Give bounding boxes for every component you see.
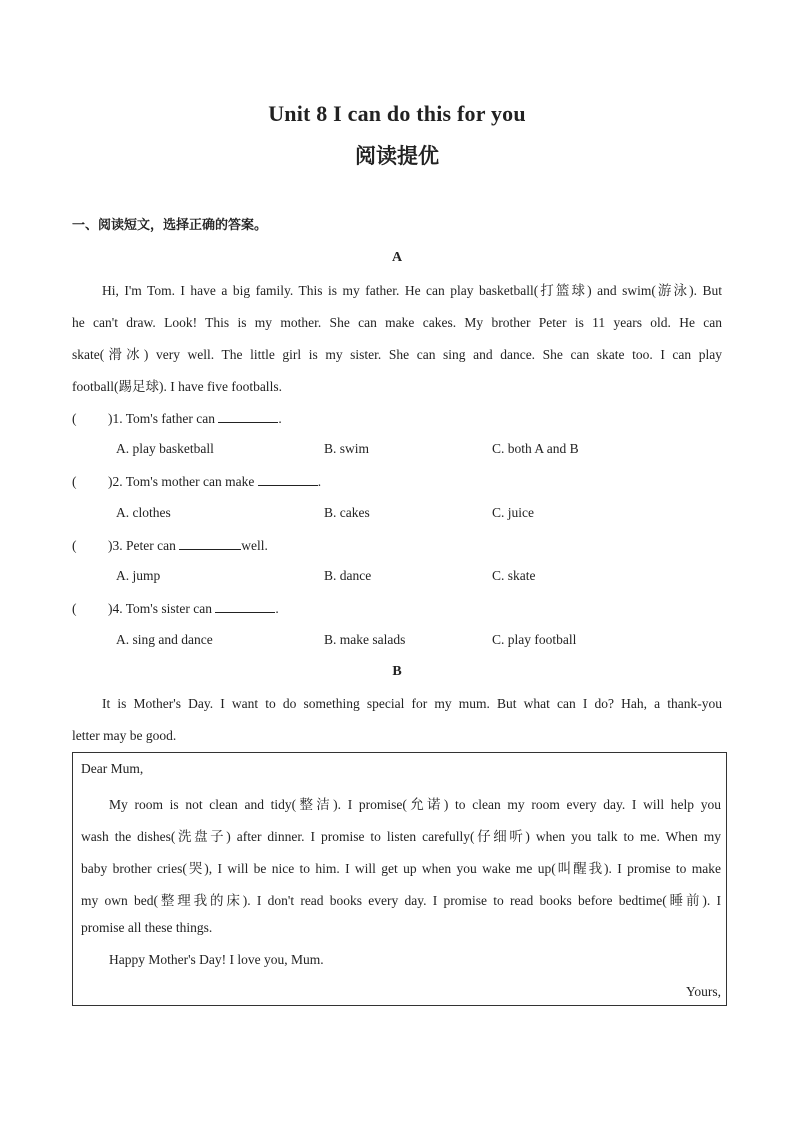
- passage-a-line: football(踢足球). I have five footballs.: [72, 379, 282, 394]
- question-1-end: .: [278, 411, 282, 426]
- question-3: [72, 537, 268, 554]
- answer-blank[interactable]: [215, 600, 275, 613]
- answer-paren-open[interactable]: (: [72, 411, 77, 426]
- letter-body-line: wash the dishes(洗盘子) after dinner. I promise to listen carefully(仔细听) when you talk to me. When my: [81, 829, 721, 844]
- letter-greeting: Dear Mum,: [81, 761, 144, 776]
- letter-body-line: baby brother cries(哭), I will be nice to him. I will get up when you wake me up(叫醒我). I promise to make: [81, 861, 721, 876]
- answer-paren-open[interactable]: (: [72, 474, 77, 489]
- answer-paren-open[interactable]: (: [72, 538, 77, 553]
- passage-b-line: It is Mother's Day. I want to do something special for my mum. But what can I do? Hah, a thank-you: [102, 696, 722, 711]
- question-1: [72, 410, 282, 427]
- q4-option-a[interactable]: A. sing and dance: [116, 632, 213, 647]
- passage-a-line: skate(滑冰) very well. The little girl is my sister. She can sing and dance. She can skate too. I can play: [72, 347, 722, 362]
- passage-a-label: A: [391, 250, 403, 265]
- answer-blank[interactable]: [258, 473, 318, 486]
- question-3-end: well.: [241, 538, 268, 553]
- passage-a-line: he can't draw. Look! This is my mother. She can make cakes. My brother Peter is 11 years old. He can: [72, 315, 722, 330]
- answer-paren-close: ): [108, 474, 113, 489]
- passage-b-text: [72, 688, 722, 752]
- letter-signoff: Yours,: [685, 984, 721, 999]
- question-3-stem: 3. Peter can: [112, 538, 176, 553]
- q1-option-b[interactable]: B. swim: [324, 441, 370, 456]
- answer-blank[interactable]: [179, 537, 241, 550]
- letter-body-line: promise all these things.: [81, 920, 213, 935]
- question-4-stem: 4. Tom's sister can: [112, 601, 212, 616]
- answer-paren-open[interactable]: (: [72, 601, 77, 616]
- passage-a-line: Hi, I'm Tom. I have a big family. This is my father. He can play basketball(打篮球) and swim(游泳). But: [102, 283, 722, 298]
- question-1-stem: 1. Tom's father can: [112, 411, 215, 426]
- q4-option-c[interactable]: C. play football: [492, 632, 577, 647]
- q2-option-a[interactable]: A. clothes: [116, 505, 171, 520]
- answer-paren-close: ): [108, 411, 113, 426]
- q3-option-b[interactable]: B. dance: [324, 568, 372, 583]
- passage-b-label: B: [392, 664, 402, 679]
- q4-option-b[interactable]: B. make salads: [324, 632, 406, 647]
- q3-option-c[interactable]: C. skate: [492, 568, 536, 583]
- q3-option-a[interactable]: A. jump: [116, 568, 161, 583]
- question-2-end: .: [317, 474, 322, 489]
- section-heading: 一、阅读短文，选择正确的答案。: [72, 218, 268, 233]
- q2-option-c[interactable]: C. juice: [492, 505, 534, 520]
- answer-paren-close: ): [108, 538, 113, 553]
- letter-body-line: My room is not clean and tidy(整洁). I promise(允诺) to clean my room every day. I will help you: [109, 797, 721, 812]
- q1-option-a[interactable]: A. play basketball: [116, 441, 214, 456]
- answer-paren-close: ): [108, 601, 113, 616]
- question-2-stem: 2. Tom's mother can make: [112, 474, 255, 489]
- passage-b-line: letter may be good.: [72, 728, 177, 743]
- question-4: [72, 600, 279, 617]
- letter-body-line: my own bed(整理我的床). I don't read books every day. I promise to read books before bedtime(睡前). I: [81, 893, 721, 908]
- page-subtitle: 阅读提优: [355, 144, 439, 168]
- q1-option-c[interactable]: C. both A and B: [492, 441, 579, 456]
- letter-box: [72, 752, 727, 1006]
- answer-blank[interactable]: [218, 410, 278, 423]
- question-4-end: .: [275, 601, 279, 616]
- page-title: Unit 8 I can do this for you: [268, 101, 526, 126]
- q2-option-b[interactable]: B. cakes: [324, 505, 370, 520]
- passage-a-text: [72, 275, 722, 403]
- letter-closing: Happy Mother's Day! I love you, Mum.: [109, 952, 324, 967]
- question-2: [72, 473, 321, 490]
